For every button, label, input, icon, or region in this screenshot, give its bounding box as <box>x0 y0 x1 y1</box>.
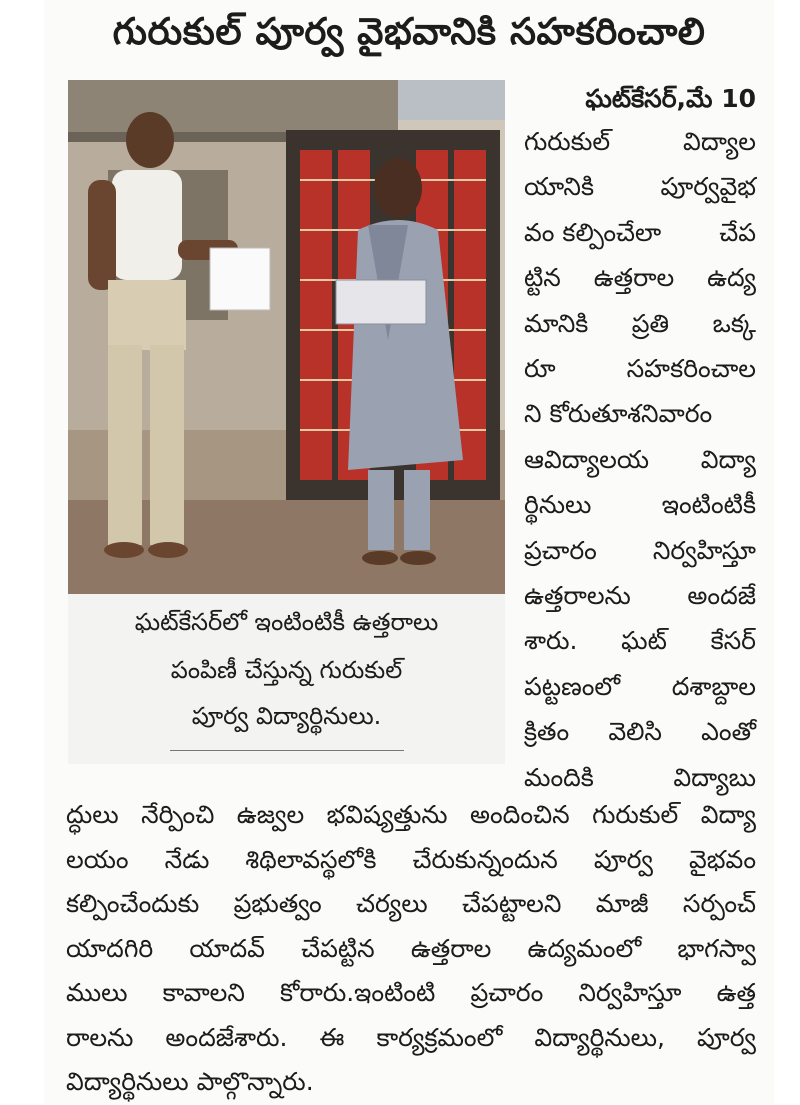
body-line <box>66 798 756 838</box>
body-line <box>524 579 756 619</box>
body-word: నేడు <box>164 844 210 874</box>
body-word: వైభవం <box>689 844 756 874</box>
body-line <box>524 624 756 664</box>
caption-line: ఘట్‌కేసర్‌లో ఇంటింటికీ ఉత్తరాలు <box>134 608 439 636</box>
body-word: అందజే <box>687 581 756 610</box>
body-line <box>524 488 756 528</box>
news-photo <box>68 80 505 594</box>
body-word: ఉజ్వల <box>236 800 305 829</box>
body-word: వం కల్పించేలా <box>524 217 662 247</box>
body-word: నిర్వహిస్తూ <box>652 535 756 565</box>
body-word: ఎంతో <box>701 717 756 747</box>
body-word: సర్పంచ్ <box>682 889 756 918</box>
body-word: పూర్వవైభ <box>660 172 756 202</box>
body-line <box>524 216 756 256</box>
dateline <box>524 82 756 122</box>
body-word: అందించిన <box>470 800 570 829</box>
body-word: మానికి <box>524 308 589 338</box>
body-word: కావాలని <box>162 978 245 1007</box>
body-word: యాదవ్ <box>189 933 265 963</box>
body-word: నిర్వహిస్తూ <box>578 978 682 1007</box>
body-word: ప్రభుత్వం <box>233 889 322 918</box>
body-word: యాదగిరి <box>66 933 154 963</box>
caption-line: పంపిణీ చేస్తున్న గురుకుల్ <box>170 656 403 684</box>
body-word: ప్రచారం <box>524 535 597 565</box>
body-word: శిథిలావస్థలోకి <box>245 844 377 874</box>
body-word: పట్టణంలో <box>524 671 621 701</box>
body-line <box>524 307 756 347</box>
body-line <box>524 170 756 210</box>
body-word: ఉత్తరాల <box>410 933 492 963</box>
body-word: గురుకుల్ <box>524 127 611 156</box>
body-word: కోరారు.ఇంటింటి <box>280 978 436 1007</box>
caption-divider <box>170 750 404 751</box>
body-word: విద్యా <box>700 800 756 829</box>
body-line <box>524 397 756 437</box>
body-word: చేరుకున్నందున <box>412 844 558 874</box>
body-word: చేపట్టిన <box>301 933 375 963</box>
body-line <box>66 976 756 1016</box>
body-word: ప్రచారం <box>470 978 544 1007</box>
body-line <box>524 534 756 574</box>
body-word: చేప <box>719 217 756 247</box>
body-word: విద్యార్థినులు, <box>534 1022 665 1052</box>
body-word: ఘట్ <box>621 626 667 656</box>
body-word: రాలను <box>66 1022 134 1052</box>
body-line <box>66 843 756 883</box>
body-word: ఉత్తరాలను <box>524 581 631 610</box>
body-word: ఉత్తరాల <box>593 263 675 293</box>
body-line <box>66 887 756 927</box>
body-word: విద్యార్థినులు పాల్గొన్నారు. <box>66 1067 314 1096</box>
body-word: శారు. <box>524 626 578 656</box>
body-word: నేర్పించి <box>141 800 215 829</box>
body-line <box>524 443 756 483</box>
body-word: చర్యలు <box>356 889 428 918</box>
body-line <box>66 1021 756 1061</box>
body-word: ఉత్త <box>716 978 756 1007</box>
body-line <box>524 261 756 301</box>
body-word: విద్యాబు <box>673 762 756 792</box>
body-word: చేపట్టాలని <box>462 889 562 918</box>
body-word: ఇంటింటికీ <box>661 490 756 520</box>
body-word: పూర్వ <box>593 844 653 874</box>
body-line <box>524 670 756 710</box>
body-word: ఈ <box>319 1022 345 1052</box>
body-word: కార్యక్రమంలో <box>376 1022 503 1052</box>
body-word: విద్యాల <box>683 127 756 156</box>
body-word: ములు <box>66 978 128 1007</box>
body-word: ని కోరుతూశనివారం <box>524 399 713 429</box>
caption-line: పూర్వ విద్యార్థినులు. <box>191 702 382 730</box>
body-word: భవిష్యత్తును <box>326 800 448 829</box>
body-word: ఉద్య <box>707 263 756 293</box>
body-word: గురుకుల్ <box>592 800 679 829</box>
body-word: మందికి <box>524 762 594 792</box>
body-word: కేసర్ <box>710 626 756 656</box>
body-word: భాగస్వా <box>677 933 756 963</box>
body-word: విద్యా <box>700 444 756 474</box>
body-line <box>524 352 756 392</box>
body-line <box>524 125 756 165</box>
body-word: మాజీ <box>595 889 649 918</box>
body-line <box>524 761 756 801</box>
body-word: ట్టిన <box>524 263 561 293</box>
body-line <box>66 1065 756 1105</box>
body-line <box>66 932 756 972</box>
body-word: కల్పించేందుకు <box>66 889 200 918</box>
dateline-text: ఘట్‌కేసర్,మే 10 <box>585 84 756 113</box>
body-word: ఒక్క <box>712 308 756 338</box>
photo-caption <box>68 594 505 764</box>
body-word: క్రితం <box>524 717 570 747</box>
body-word: దశాబ్దాల <box>671 671 756 701</box>
body-word: ప్రతి <box>631 308 670 338</box>
body-word: ఆవిద్యాలయ <box>524 444 650 474</box>
body-word: యానికి <box>524 172 595 202</box>
body-word: ఉద్యమంలో <box>527 933 642 963</box>
body-line <box>524 715 756 755</box>
body-word: ద్ధులు <box>66 800 119 829</box>
body-word: వెలిసి <box>608 717 662 747</box>
body-word: ర్థినులు <box>524 490 592 520</box>
body-word: సహకరించాల <box>626 354 756 383</box>
headline: గురుకుల్ పూర్వ వైభవానికి సహకరించాలి <box>112 10 706 53</box>
body-word: లయం <box>66 844 129 874</box>
body-word: అందజేశారు. <box>165 1022 288 1052</box>
body-word: రూ <box>524 354 556 383</box>
body-word: పూర్వ <box>696 1022 756 1052</box>
